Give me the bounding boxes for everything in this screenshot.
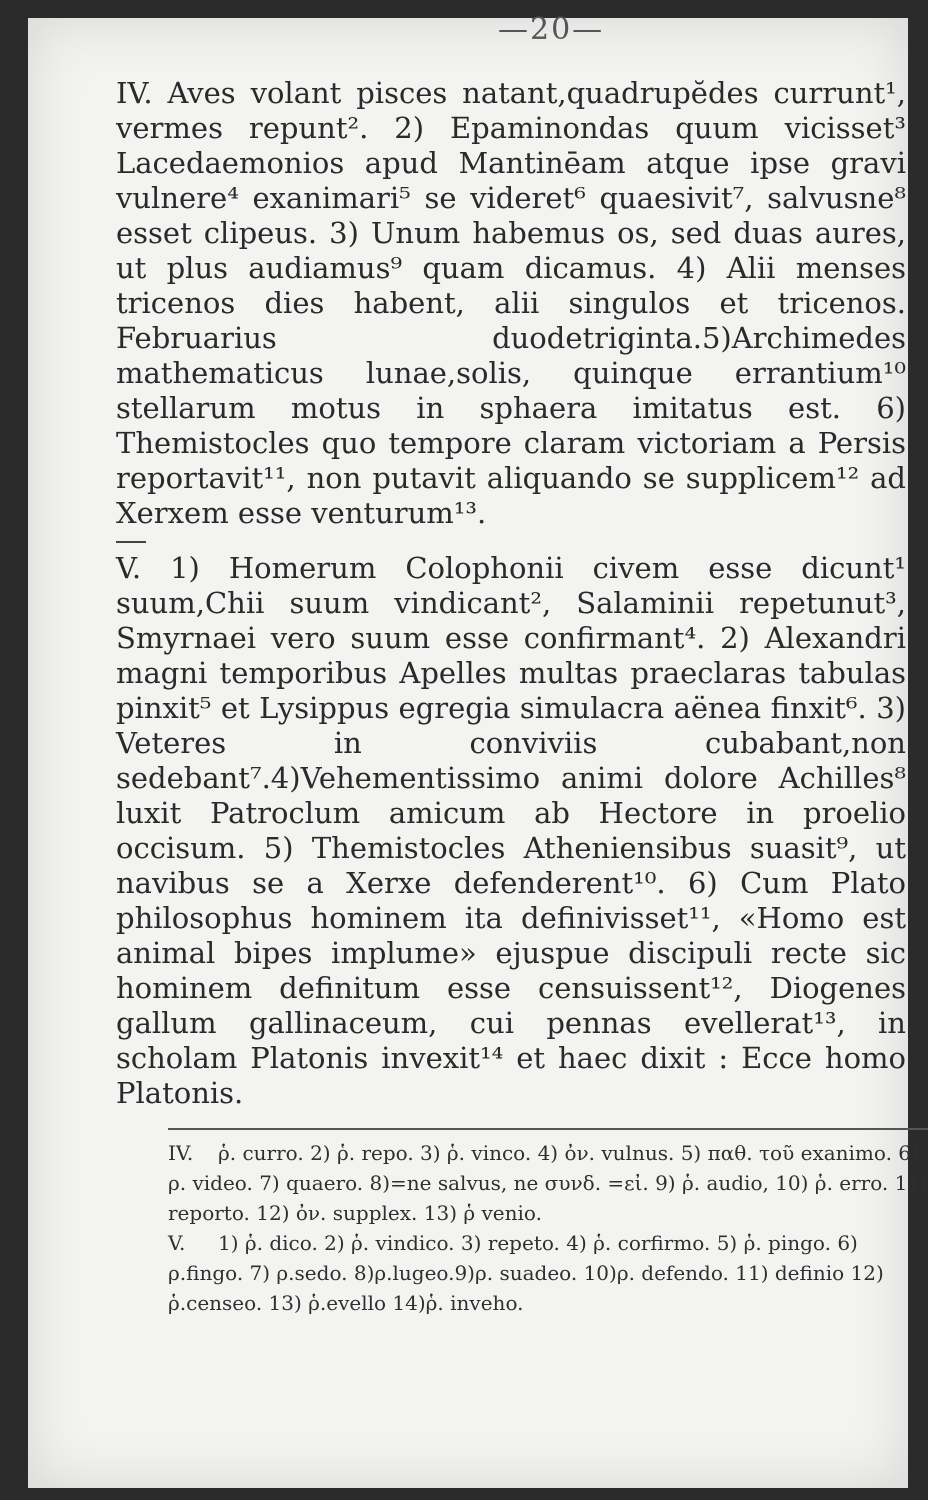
paragraph-text: Aves volant pisces natant,quadrupĕdes currunt¹, vermes repunt². 2) Epaminondas quum vicisset³ Lacedaemonios apud Mantinēam atque ipse gravi vulnere⁴ exanimari⁵ se videret⁶ quaesivit⁷, salvusne⁸ esset clipeus. 3) Unum habemus os, sed duas aures, ut plus audiamus⁹ quam dicamus. 4) Alii menses tricenos dies habent, alii singulos et tricenos. Februarius duodetriginta.5)Archimedes mathematicus lunae,solis, quinque errantium¹⁰ stellarum motus in sphaera imitatus est. 6) Themistocles quo tempore claram victoriam a Persis reportavit¹¹, non putavit aliquando se supplicem¹² ad Xerxem esse venturum¹³. [116, 76, 906, 530]
paragraph-label: V. [116, 551, 142, 585]
book-page [28, 12, 928, 1488]
footnote-text: ῥ. curro. 2) ῥ. repo. 3) ῥ. vinco. 4) ὀν. vulnus. 5) παθ. τοῦ exanimo. 6) ρ. video. 7) quaero. 8)=ne salvus, ne συνδ. =εἰ. 9) ῥ. audio, 10) ῥ. erro. 11) reporto. 12) ὀν. supplex. 13) ῥ venio. [168, 1141, 928, 1225]
footnote-text: 1) ῥ. dico. 2) ῥ. vindico. 3) repeto. 4) ῥ. corfirmo. 5) ῥ. pingo. 6) ρ.fingo. 7) ρ.sedo. 8)ρ.lugeo.9)ρ. suadeo. 10)ρ. defendo. 11) definio 12) ῥ.censeo. 13) ῥ.evello 14)ῥ. inveho. [168, 1231, 884, 1315]
paragraph-label: IV. [116, 76, 153, 110]
page-number-fragment: —20— [498, 12, 605, 47]
paragraph-iv [116, 76, 906, 531]
footnotes [168, 1128, 928, 1318]
paragraph-v [116, 551, 906, 1111]
paragraph-text: 1) Homerum Colophonii civem esse dicunt¹ suum,Chii suum vindicant², Salaminii repetunut³, Smyrnaei vero suum esse confirmant⁴. 2) Alexandri magni temporibus Apelles multas praeclaras tabulas pinxit⁵ et Lysippus egregia simulacra aënea finxit⁶. 3) Veteres in conviviis cubabant,non sedebant⁷.4)Vehementissimo animi dolore Achilles⁸ luxit Patroclum amicum ab Hectore in proelio occisum. 5) Themistocles Atheniensibus suasit⁹, ut navibus se a Xerxe defenderent¹⁰. 6) Cum Plato philosophus hominem ita definivisset¹¹, «Homo est animal bipes implume» ejuspue discipuli recte sic hominem definitum esse censuissent¹², Diogenes gallum gallinaceum, cui pennas evellerat¹³, in scholam Platonis invexit¹⁴ et haec dixit : Ecce homo Platonis. [116, 551, 906, 1110]
section-separator [116, 541, 146, 543]
main-text [116, 76, 906, 1111]
footnote-v [168, 1228, 928, 1318]
footnote-iv [168, 1138, 928, 1228]
footnote-label: V. [168, 1231, 186, 1255]
footnote-label: IV. [168, 1141, 194, 1165]
